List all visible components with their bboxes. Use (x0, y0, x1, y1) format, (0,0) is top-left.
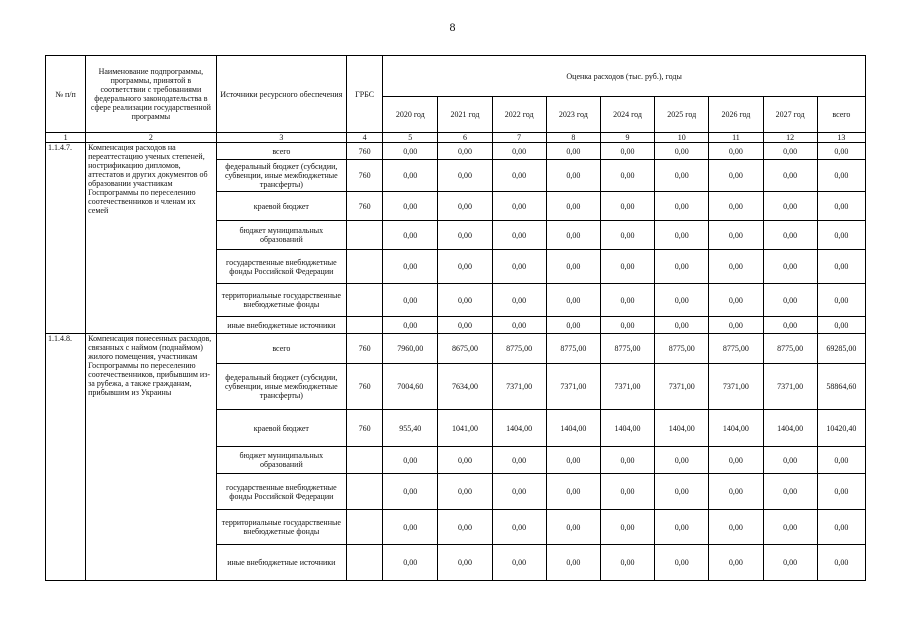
year-value: 0,00 (655, 192, 709, 221)
year-value: 0,00 (383, 474, 438, 510)
year-value: 0,00 (600, 160, 654, 192)
year-value: 0,00 (709, 545, 763, 581)
year-value: 0,00 (709, 250, 763, 284)
year-value: 0,00 (655, 221, 709, 250)
year-value: 0,00 (546, 447, 600, 474)
total-value: 0,00 (817, 221, 865, 250)
year-value: 0,00 (655, 284, 709, 317)
year-value: 0,00 (709, 474, 763, 510)
year-value: 0,00 (709, 284, 763, 317)
year-value: 1404,00 (546, 410, 600, 447)
funding-source: государственные внебюджетные фонды Российской Федерации (216, 250, 346, 284)
year-value: 0,00 (709, 447, 763, 474)
year-value: 8775,00 (492, 334, 546, 364)
year-value: 0,00 (600, 474, 654, 510)
year-value: 8775,00 (655, 334, 709, 364)
year-value: 0,00 (709, 160, 763, 192)
header-year: 2020 год (383, 97, 438, 133)
year-value: 0,00 (438, 447, 492, 474)
year-value: 0,00 (492, 474, 546, 510)
grbs-code (347, 221, 383, 250)
year-value: 0,00 (546, 317, 600, 334)
column-number: 11 (709, 133, 763, 143)
year-value: 0,00 (492, 284, 546, 317)
year-value: 0,00 (383, 545, 438, 581)
year-value: 0,00 (600, 284, 654, 317)
header-grbs: ГРБС (347, 56, 383, 133)
year-value: 0,00 (600, 447, 654, 474)
year-value: 0,00 (383, 143, 438, 160)
year-value: 0,00 (546, 510, 600, 545)
grbs-code: 760 (347, 364, 383, 410)
year-value: 7960,00 (383, 334, 438, 364)
header-year: 2023 год (546, 97, 600, 133)
year-value: 0,00 (438, 192, 492, 221)
year-value: 0,00 (655, 447, 709, 474)
year-value: 0,00 (492, 510, 546, 545)
year-value: 0,00 (383, 192, 438, 221)
funding-source: территориальные государственные внебюджетные фонды (216, 284, 346, 317)
funding-source: бюджет муниципальных образований (216, 221, 346, 250)
year-value: 0,00 (709, 143, 763, 160)
header-year: 2021 год (438, 97, 492, 133)
total-value: 0,00 (817, 447, 865, 474)
year-value: 0,00 (763, 284, 817, 317)
grbs-code: 760 (347, 192, 383, 221)
year-value: 0,00 (600, 192, 654, 221)
year-value: 0,00 (600, 143, 654, 160)
year-value: 0,00 (546, 221, 600, 250)
year-value: 0,00 (383, 221, 438, 250)
header-sources: Источники ресурсного обеспечения (216, 56, 346, 133)
year-value: 0,00 (600, 250, 654, 284)
total-value: 10420,40 (817, 410, 865, 447)
total-value: 0,00 (817, 284, 865, 317)
year-value: 0,00 (763, 510, 817, 545)
year-value: 0,00 (763, 250, 817, 284)
grbs-code (347, 545, 383, 581)
grbs-code (347, 284, 383, 317)
header-year: 2024 год (600, 97, 654, 133)
section-name: Компенсация понесенных расходов, связанных с наймом (поднаймом) жилого помещения, участникам Госпрограммы по переселению соотечественников, прибывшим из-за рубежа, а также гражданам, прибывшим из Украины (86, 334, 216, 581)
funding-source: государственные внебюджетные фонды Российской Федерации (216, 474, 346, 510)
year-value: 0,00 (492, 160, 546, 192)
year-value: 0,00 (600, 317, 654, 334)
year-value: 0,00 (492, 250, 546, 284)
grbs-code: 760 (347, 143, 383, 160)
total-value: 0,00 (817, 250, 865, 284)
year-value: 0,00 (546, 545, 600, 581)
grbs-code (347, 250, 383, 284)
year-value: 0,00 (492, 221, 546, 250)
year-value: 7371,00 (546, 364, 600, 410)
column-number: 3 (216, 133, 346, 143)
year-value: 1404,00 (655, 410, 709, 447)
year-value: 0,00 (546, 284, 600, 317)
year-value: 1404,00 (492, 410, 546, 447)
total-value: 0,00 (817, 160, 865, 192)
year-value: 7371,00 (709, 364, 763, 410)
year-value: 0,00 (763, 221, 817, 250)
year-value: 7634,00 (438, 364, 492, 410)
year-value: 0,00 (438, 474, 492, 510)
year-value: 0,00 (655, 510, 709, 545)
year-value: 7004,60 (383, 364, 438, 410)
funding-source: всего (216, 143, 346, 160)
header-year: всего (817, 97, 865, 133)
year-value: 0,00 (763, 143, 817, 160)
year-value: 0,00 (383, 447, 438, 474)
grbs-code: 760 (347, 334, 383, 364)
year-value: 0,00 (438, 250, 492, 284)
year-value: 0,00 (492, 447, 546, 474)
year-value: 955,40 (383, 410, 438, 447)
funding-source: территориальные государственные внебюджетные фонды (216, 510, 346, 545)
year-value: 0,00 (383, 317, 438, 334)
section-code: 1.1.4.8. (46, 334, 86, 581)
column-number: 5 (383, 133, 438, 143)
year-value: 0,00 (655, 474, 709, 510)
grbs-code: 760 (347, 410, 383, 447)
total-value: 0,00 (817, 545, 865, 581)
header-year: 2026 год (709, 97, 763, 133)
year-value: 0,00 (492, 545, 546, 581)
year-value: 0,00 (655, 160, 709, 192)
year-value: 0,00 (492, 317, 546, 334)
total-value: 0,00 (817, 143, 865, 160)
column-number: 1 (46, 133, 86, 143)
page-number: 8 (449, 20, 456, 34)
year-value: 0,00 (763, 474, 817, 510)
year-value: 0,00 (383, 510, 438, 545)
funding-source: краевой бюджет (216, 192, 346, 221)
year-value: 0,00 (709, 192, 763, 221)
column-number: 9 (600, 133, 654, 143)
total-value: 58864,60 (817, 364, 865, 410)
header-year: 2027 год (763, 97, 817, 133)
column-number: 6 (438, 133, 492, 143)
total-value: 0,00 (817, 510, 865, 545)
year-value: 0,00 (546, 143, 600, 160)
year-value: 7371,00 (492, 364, 546, 410)
year-value: 0,00 (763, 317, 817, 334)
year-value: 0,00 (655, 250, 709, 284)
year-value: 0,00 (709, 510, 763, 545)
year-value: 1404,00 (709, 410, 763, 447)
year-value: 8775,00 (546, 334, 600, 364)
total-value: 69285,00 (817, 334, 865, 364)
year-value: 0,00 (709, 317, 763, 334)
year-value: 7371,00 (763, 364, 817, 410)
year-value: 0,00 (438, 143, 492, 160)
year-value: 8775,00 (600, 334, 654, 364)
funding-source: бюджет муниципальных образований (216, 447, 346, 474)
year-value: 0,00 (438, 221, 492, 250)
year-value: 0,00 (655, 545, 709, 581)
year-value: 0,00 (438, 317, 492, 334)
year-value: 0,00 (600, 545, 654, 581)
year-value: 0,00 (655, 143, 709, 160)
year-value: 0,00 (546, 250, 600, 284)
total-value: 0,00 (817, 192, 865, 221)
grbs-code (347, 510, 383, 545)
section-name: Компенсация расходов на переаттестацию ученых степеней, нострификацию дипломов, аттестатов и других документов об образовании участникам Госпрограммы по переселению соотечественников и членам их семей (86, 143, 216, 334)
year-value: 0,00 (438, 284, 492, 317)
column-number: 13 (817, 133, 865, 143)
year-value: 1404,00 (763, 410, 817, 447)
year-value: 1041,00 (438, 410, 492, 447)
funding-source: иные внебюджетные источники (216, 545, 346, 581)
column-number: 12 (763, 133, 817, 143)
funding-source: федеральный бюджет (субсидии, субвенции, иные межбюджетные трансферты) (216, 160, 346, 192)
year-value: 0,00 (763, 447, 817, 474)
grbs-code (347, 474, 383, 510)
section-code: 1.1.4.7. (46, 143, 86, 334)
year-value: 0,00 (492, 143, 546, 160)
year-value: 8775,00 (709, 334, 763, 364)
column-number: 10 (655, 133, 709, 143)
year-value: 0,00 (763, 192, 817, 221)
year-value: 0,00 (383, 160, 438, 192)
year-value: 0,00 (709, 221, 763, 250)
grbs-code: 760 (347, 160, 383, 192)
header-name: Наименование подпрограммы, программы, принятой в соответствии с требованиями федерального законодательства в сфере реализации государственной программы (86, 56, 216, 133)
grbs-code (347, 447, 383, 474)
year-value: 0,00 (600, 510, 654, 545)
column-number: 7 (492, 133, 546, 143)
total-value: 0,00 (817, 317, 865, 334)
funding-source: всего (216, 334, 346, 364)
grbs-code (347, 317, 383, 334)
year-value: 0,00 (546, 474, 600, 510)
year-value: 0,00 (546, 160, 600, 192)
year-value: 0,00 (492, 192, 546, 221)
header-year: 2025 год (655, 97, 709, 133)
year-value: 0,00 (600, 221, 654, 250)
year-value: 7371,00 (655, 364, 709, 410)
funding-source: иные внебюджетные источники (216, 317, 346, 334)
year-value: 0,00 (383, 284, 438, 317)
header-no: № п/п (46, 56, 86, 133)
year-value: 0,00 (383, 250, 438, 284)
total-value: 0,00 (817, 474, 865, 510)
column-number: 2 (86, 133, 216, 143)
year-value: 0,00 (546, 192, 600, 221)
table-row (46, 334, 866, 364)
year-value: 0,00 (438, 545, 492, 581)
year-value: 8775,00 (763, 334, 817, 364)
header-estimate: Оценка расходов (тыс. руб.), годы (383, 56, 866, 97)
year-value: 0,00 (763, 545, 817, 581)
header-year: 2022 год (492, 97, 546, 133)
year-value: 1404,00 (600, 410, 654, 447)
year-value: 0,00 (438, 510, 492, 545)
budget-table (45, 55, 866, 581)
year-value: 0,00 (763, 160, 817, 192)
funding-source: краевой бюджет (216, 410, 346, 447)
year-value: 0,00 (655, 317, 709, 334)
year-value: 8675,00 (438, 334, 492, 364)
year-value: 0,00 (438, 160, 492, 192)
column-number: 4 (347, 133, 383, 143)
funding-source: федеральный бюджет (субсидии, субвенции, иные межбюджетные трансферты) (216, 364, 346, 410)
table-row (46, 143, 866, 160)
year-value: 7371,00 (600, 364, 654, 410)
column-number: 8 (546, 133, 600, 143)
